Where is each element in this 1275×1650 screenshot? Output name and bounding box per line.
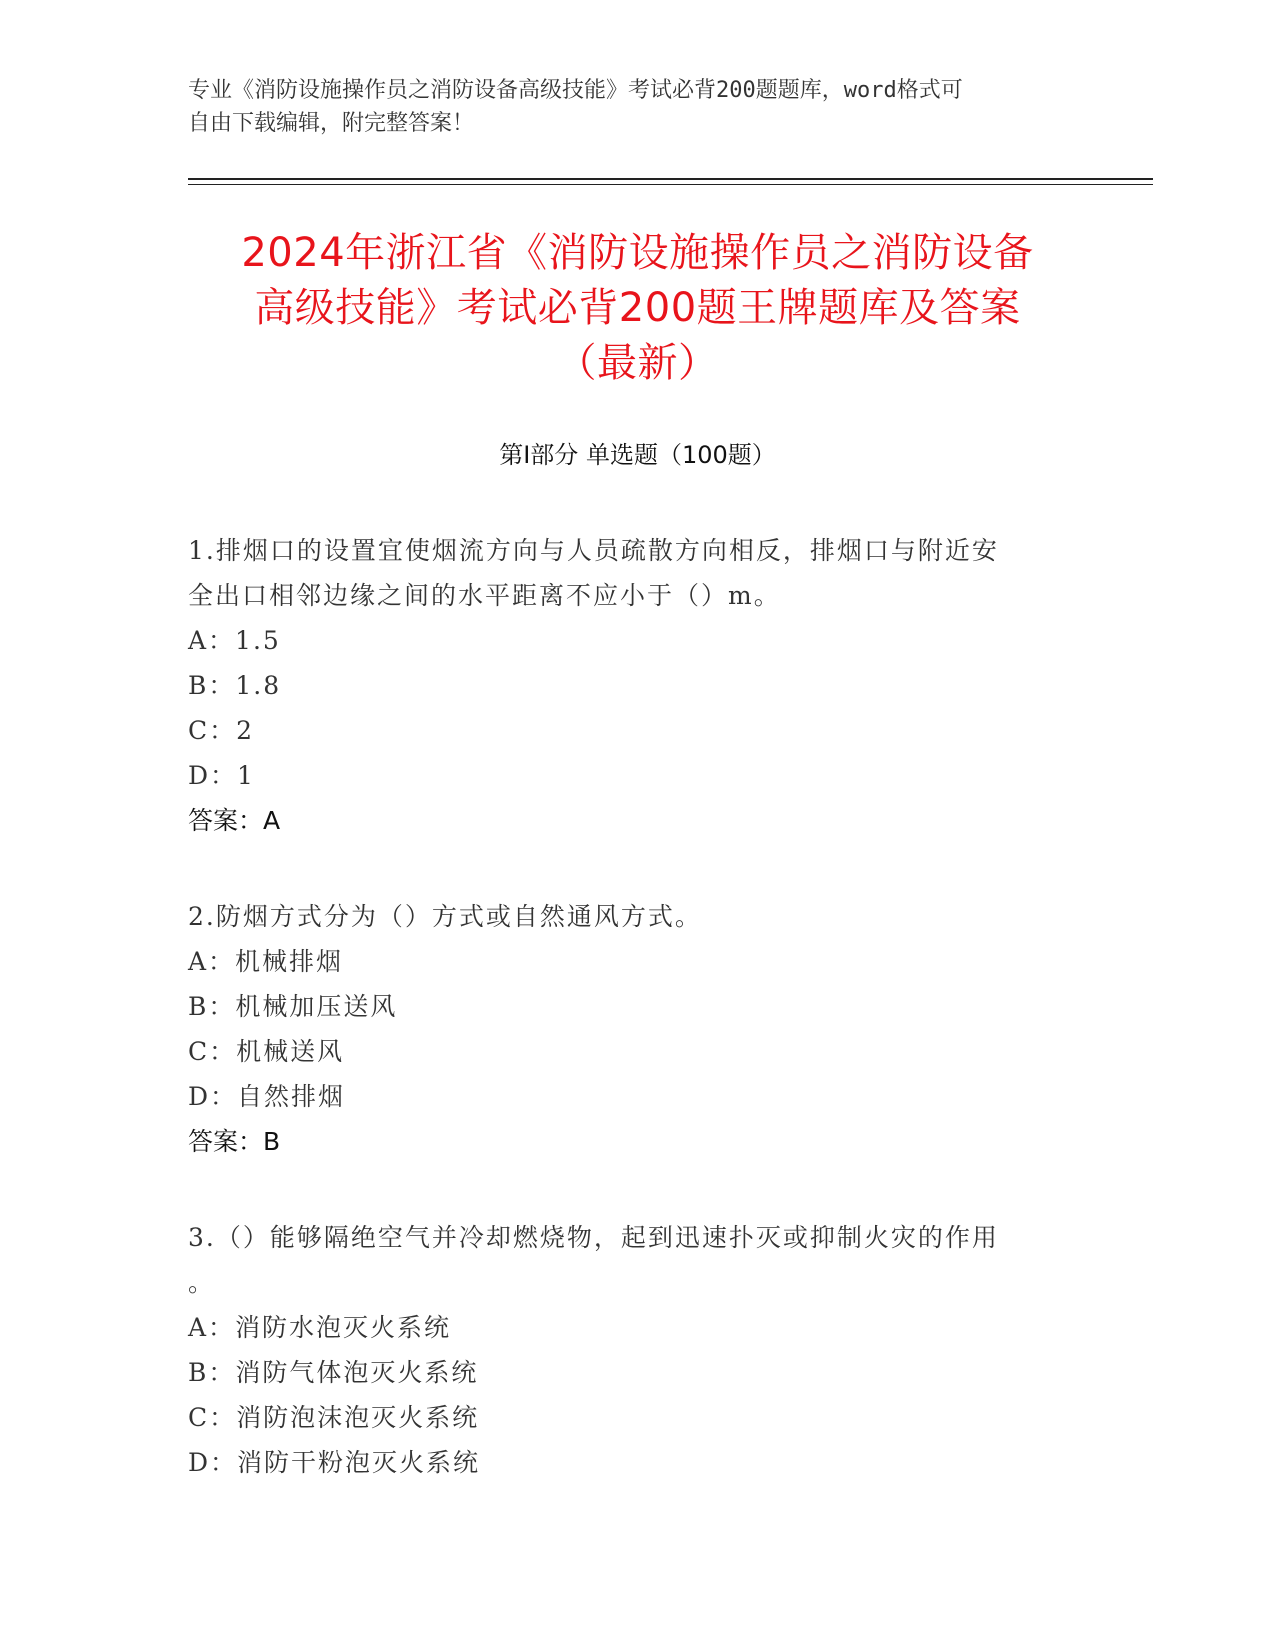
header-divider-thick — [188, 178, 1153, 180]
option-c: C：机械送风 — [188, 1037, 345, 1066]
question-1 — [188, 528, 1068, 843]
question-list — [188, 528, 1068, 1536]
option-b: B：机械加压送风 — [188, 992, 398, 1021]
option-c: C：2 — [188, 716, 255, 745]
title-line-3: （最新） — [556, 340, 719, 386]
document-title — [160, 226, 1115, 391]
question-2 — [188, 894, 1068, 1164]
option-c: C：消防泡沫泡灭火系统 — [188, 1403, 480, 1432]
answer: 答案：A — [188, 806, 281, 835]
title-line-2: 高级技能》考试必背200题王牌题库及答案 — [254, 285, 1021, 331]
option-a: A：机械排烟 — [188, 947, 344, 976]
header-note-line-1: 专业《消防设施操作员之消防设备高级技能》考试必背200题题库，word格式可 — [188, 78, 963, 103]
header-divider-thin — [188, 184, 1153, 185]
question-stem-continued: 全出口相邻边缘之间的水平距离不应小于（）m。 — [188, 581, 781, 610]
option-d: D：消防干粉泡灭火系统 — [188, 1448, 481, 1477]
section-heading: 第I部分 单选题（100题） — [499, 441, 776, 469]
option-b: B：1.8 — [188, 671, 282, 700]
question-stem: 3.（）能够隔绝空气并冷却燃烧物，起到迅速扑灭或抑制火灾的作用 — [188, 1223, 999, 1252]
question-stem: 1.排烟口的设置宜使烟流方向与人员疏散方向相反，排烟口与附近安 — [188, 536, 999, 565]
title-line-1: 2024年浙江省《消防设施操作员之消防设备 — [241, 230, 1034, 276]
answer: 答案：B — [188, 1127, 281, 1156]
question-stem-continued: 。 — [188, 1268, 216, 1297]
option-a: A：1.5 — [188, 626, 281, 655]
question-3 — [188, 1215, 1068, 1485]
header-note — [188, 74, 1088, 140]
question-stem: 2.防烟方式分为（）方式或自然通风方式。 — [188, 902, 702, 931]
option-b: B：消防气体泡灭火系统 — [188, 1358, 479, 1387]
option-a: A：消防水泡灭火系统 — [188, 1313, 452, 1342]
header-note-line-2: 自由下载编辑，附完整答案！ — [188, 111, 475, 136]
option-d: D：1 — [188, 761, 255, 790]
option-d: D：自然排烟 — [188, 1082, 346, 1111]
